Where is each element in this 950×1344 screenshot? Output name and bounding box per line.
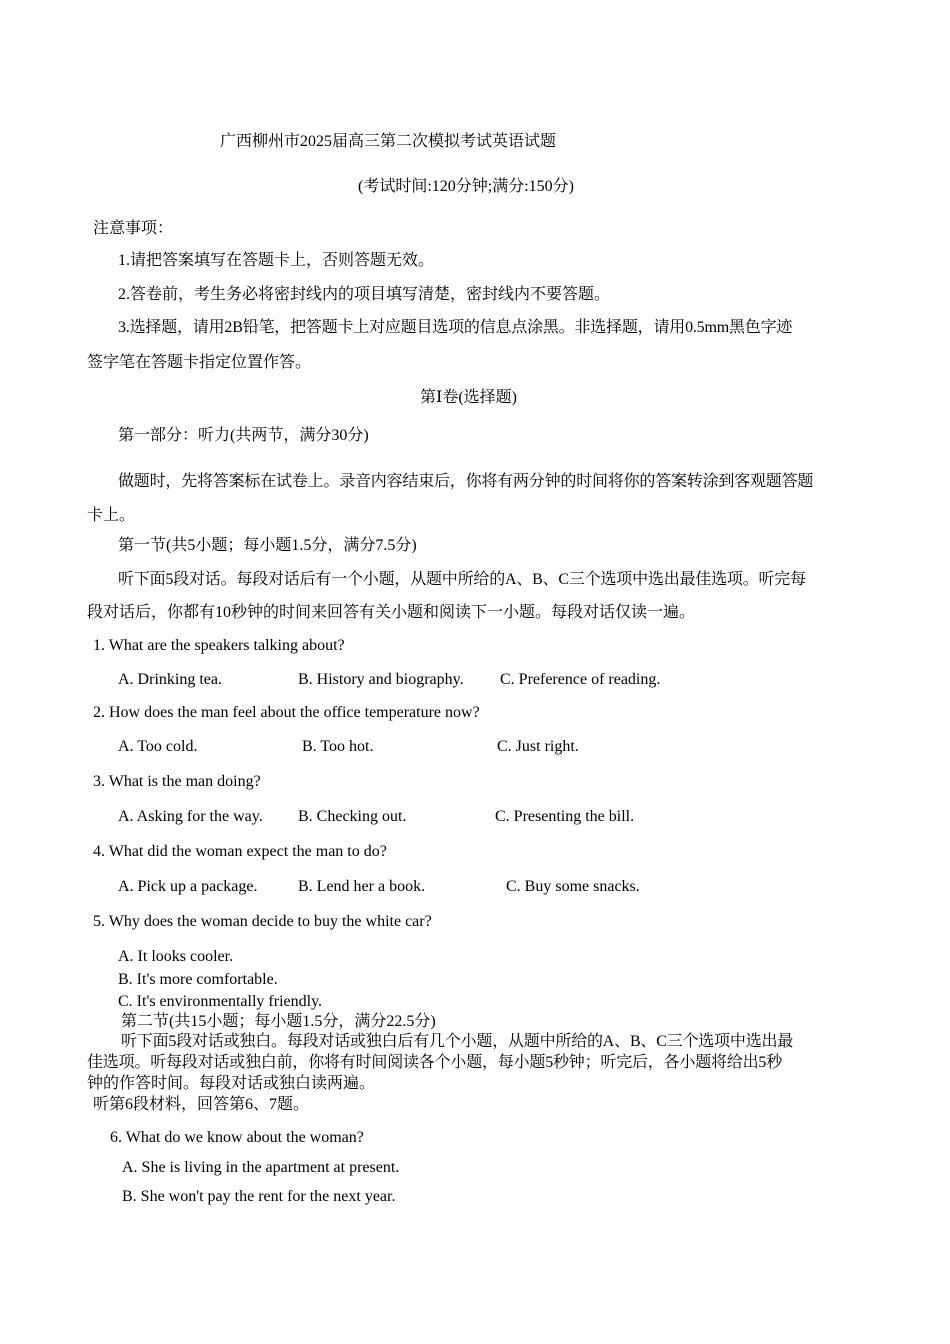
option-c: C. Preference of reading. — [500, 671, 661, 688]
option-a: A. Drinking tea. — [118, 671, 222, 688]
part1-title: 第一部分：听力(共两节，满分30分) — [118, 427, 369, 444]
option-c: C. Buy some snacks. — [506, 878, 640, 895]
section1-instruction-line-2: 段对话后，你都有10秒钟的时间来回答有关小题和阅读下一小题。每段对话仅读一遍。 — [87, 604, 696, 621]
section1-instruction-line-1: 听下面5段对话。每段对话后有一个小题，从题中所给的A、B、C三个选项中选出最佳选项。听完每 — [118, 571, 806, 588]
option-b: B. It's more comfortable. — [118, 971, 278, 988]
notice-item-3-line-2: 签字笔在答题卡指定位置作答。 — [87, 354, 312, 371]
option-b: B. Checking out. — [298, 808, 407, 825]
option-a: A. Pick up a package. — [118, 878, 258, 895]
option-b: B. She won't pay the rent for the next year. — [122, 1188, 396, 1205]
option-a: A. She is living in the apartment at present. — [122, 1159, 400, 1176]
exam-time-info: (考试时间:120分钟;满分:150分) — [358, 178, 574, 195]
option-a: A. Asking for the way. — [118, 808, 263, 825]
option-a: A. It looks cooler. — [118, 948, 234, 965]
section2-instruction-line-2: 佳选项。听每段对话或独白前，你将有时间阅读各个小题，每小题5秒钟；听完后，各小题将给出5秒 — [87, 1054, 783, 1071]
notice-item-2: 2.答卷前，考生务必将密封线内的项目填写清楚，密封线内不要答题。 — [118, 286, 611, 303]
material-6-heading: 听第6段材料，回答第6、7题。 — [93, 1096, 310, 1113]
volume-title: 第Ⅰ卷(选择题) — [420, 389, 517, 406]
question-stem: 1. What are the speakers talking about? — [93, 637, 345, 654]
section2-title: 第二节(共15小题；每小题1.5分，满分22.5分) — [121, 1013, 436, 1030]
exam-title: 广西柳州市2025届高三第二次模拟考试英语试题 — [220, 133, 557, 150]
option-b: B. Lend her a book. — [298, 878, 426, 895]
notice-heading: 注意事项： — [93, 220, 174, 237]
question-stem: 2. How does the man feel about the office temperature now? — [93, 704, 480, 721]
part1-instruction-line-2: 卡上。 — [87, 507, 136, 524]
question-stem: 5. Why does the woman decide to buy the white car? — [93, 913, 432, 930]
part1-instruction-line-1: 做题时，先将答案标在试卷上。录音内容结束后，你将有两分钟的时间将你的答案转涂到客观题答题 — [118, 473, 814, 490]
option-c: C. It's environmentally friendly. — [118, 993, 323, 1010]
section2-instruction-line-3: 钟的作答时间。每段对话或独白读两遍。 — [87, 1075, 376, 1092]
question-stem: 3. What is the man doing? — [93, 773, 261, 790]
question-stem: 4. What did the woman expect the man to do? — [93, 843, 387, 860]
notice-item-3-line-1: 3.选择题，请用2B铅笔，把答题卡上对应题目选项的信息点涂黑。非选择题，请用0.5mm黑色字迹 — [118, 319, 793, 336]
option-a: A. Too cold. — [118, 738, 198, 755]
notice-item-1: 1.请把答案填写在答题卡上，否则答题无效。 — [118, 252, 435, 269]
option-c: C. Presenting the bill. — [495, 808, 635, 825]
option-b: B. Too hot. — [302, 738, 374, 755]
option-c: C. Just right. — [497, 738, 579, 755]
section1-title: 第一节(共5小题；每小题1.5分，满分7.5分) — [118, 537, 417, 554]
option-b: B. History and biography. — [298, 671, 464, 688]
question-stem: 6. What do we know about the woman? — [110, 1129, 364, 1146]
section2-instruction-line-1: 听下面5段对话或独白。每段对话或独白后有几个小题，从题中所给的A、B、C三个选项中选出最 — [121, 1033, 794, 1050]
